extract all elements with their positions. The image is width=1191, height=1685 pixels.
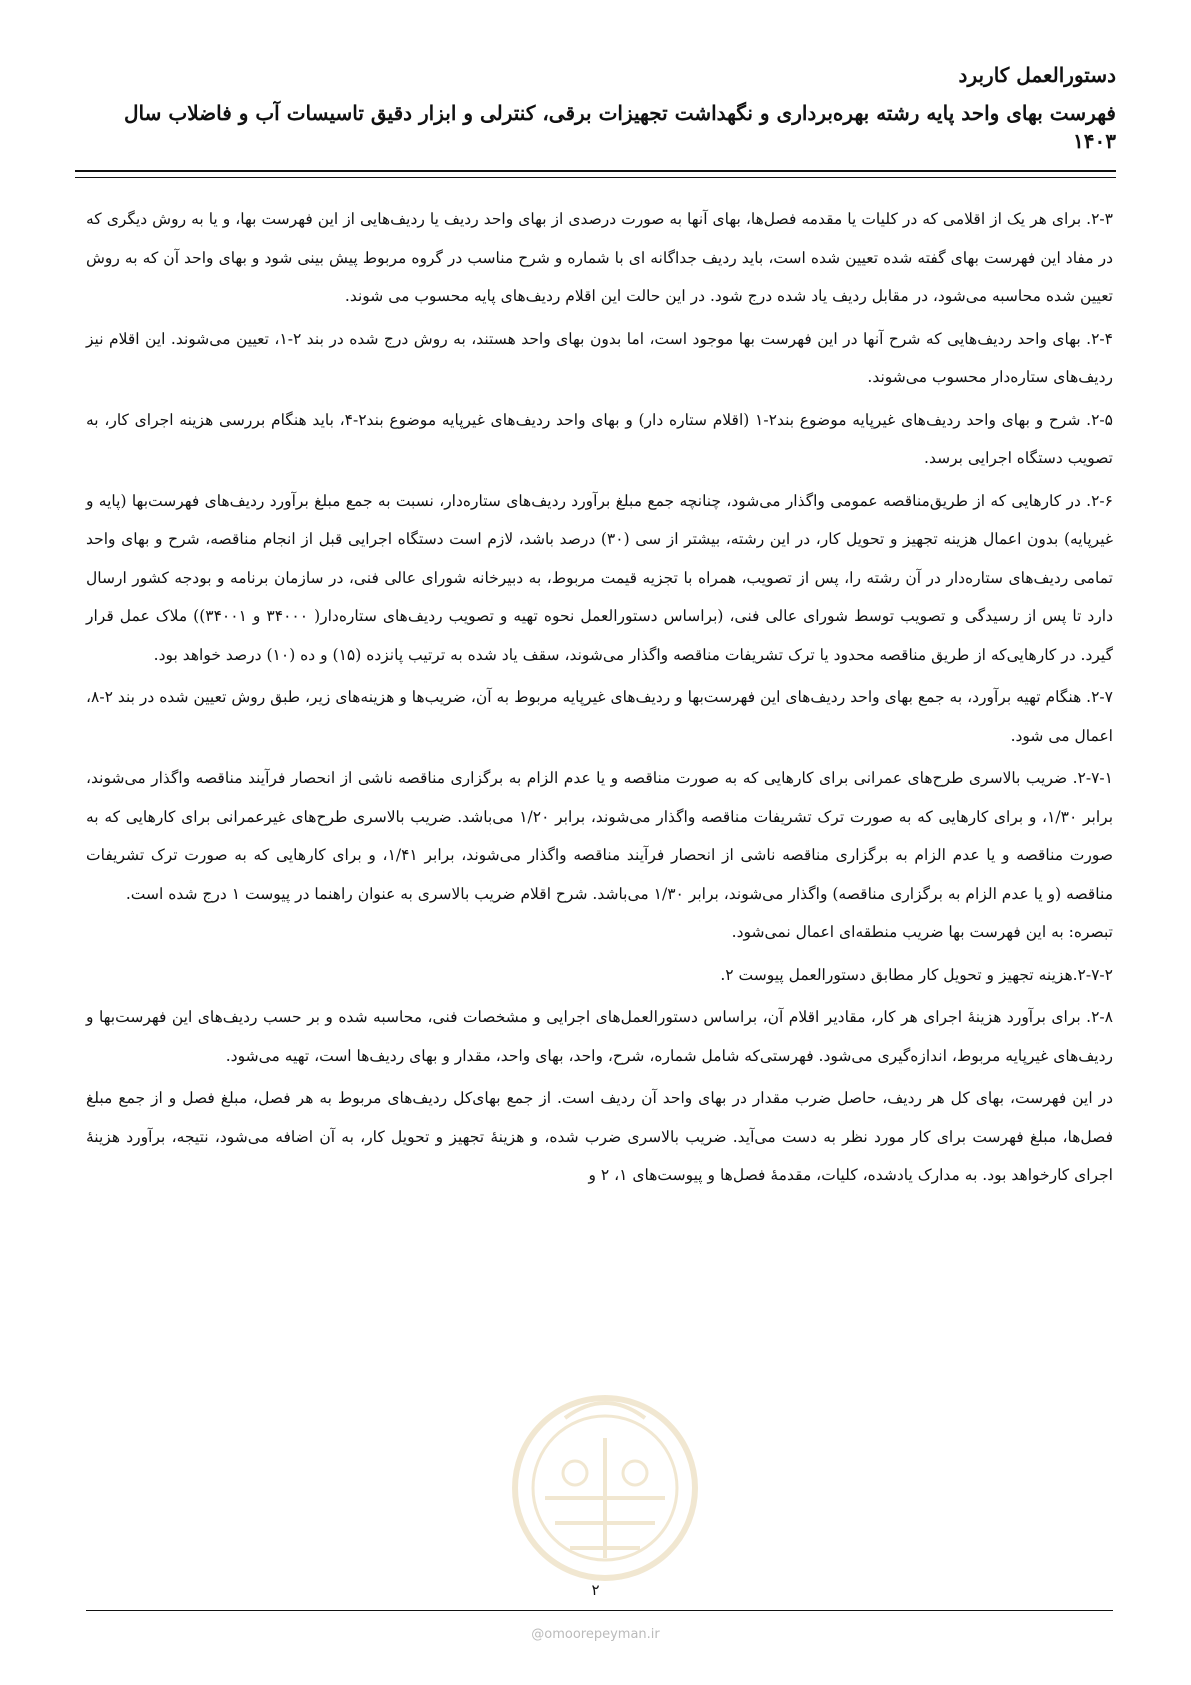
document-subtitle: فهرست بهای واحد پایه رشته بهره‌برداری و نگهداشت تجهیزات برقی، کنترلی و ابزار دقیق تاسیسات آب و فاضلاب سال <box>124 101 1116 125</box>
paragraph-2-6: ۲-۶. در کارهایی که از طریق‌مناقصه عمومی واگذار می‌شود، چنانچه جمع مبلغ برآورد ردیف‌های ستاره‌دار، نسبت به جمع مبلغ برآورد ردیف‌های فهرست‌بها (پایه و غیرپایه) بدون اعمال هزینه تجهیز و تحویل کار، در این رشته، بیشتر از سی (۳۰) درصد باشد، لازم است دستگاه اجرایی قبل از انجام مناقصه، شرح و بهای واحد تمامی ردیف‌های ستاره‌دار در آن رشته را، پس از تصویب، همراه با تجزیه قیمت مربوط، به دبیرخانه شورای عالی فنی، در سازمان برنامه و بودجه کشور ارسال دارد تا پس از رسیدگی و تصویب توسط شورای عالی فنی، (براساس دستورالعمل نحوه تهیه و تصویب ردیف‌های ستاره‌دار( ۳۴۰۰۰ و ۳۴۰۰۱)) ملاک عمل قرار گیرد. در کارهایی‌که از طریق مناقصه محدود یا ترک تشریفات مناقصه واگذار می‌شوند، سقف یاد شده به ترتیب پانزده (۱۵) و ده (۱۰) درصد خواهد بود. <box>86 491 1113 664</box>
paragraph-2-8: ۲-۸. برای برآورد هزینهٔ اجرای هر کار، مقادیر اقلام آن، براساس دستورالعمل‌های اجرایی و مشخصات فنی، محاسبه شده و بر حسب ردیف‌های این فهرست‌بها و ردیف‌های غیرپایه مربوط، اندازه‌گیری می‌شود. فهرستی‌که شامل شماره، شرح، واحد، بهای واحد، مقدار و بهای ردیف‌ها است، تهیه می‌شود. <box>86 1008 1113 1065</box>
paragraph-2-7-1: ۲-۷-۱. ضریب بالاسری طرح‌های عمرانی برای کارهایی که به صورت مناقصه و یا عدم الزام به برگزاری مناقصه ناشی از انحصار فرآیند مناقصه واگذار می‌شوند، برابر ۱/۳۰، و برای کارهایی که به صورت ترک تشریفات مناقصه واگذار می‌شوند، برابر ۱/۲۰ می‌باشد. ضریب بالاسری طرح‌های غیرعمرانی برای کارهایی که به صورت مناقصه و یا عدم الزام به برگزاری مناقصه ناشی از انحصار فرآیند مناقصه واگذار می‌شوند، برابر ۱/۴۱، و برای کارهایی که به صورت ترک تشریفات مناقصه (و یا عدم الزام به برگزاری مناقصه) واگذار می‌شوند، برابر ۱/۳۰ می‌باشد. شرح اقلام ضریب بالاسری به عنوان راهنما در پیوست ۱ درج شده است. <box>86 769 1114 903</box>
paragraph-2-7-2: ۲-۷-۲.هزینه تجهیز و تحویل کار مطابق دستورالعمل پیوست ۲. <box>720 965 1113 984</box>
page-number: ۲ <box>591 1581 600 1599</box>
paragraph-2-5: ۲-۵. شرح و بهای واحد ردیف‌های غیرپایه موضوع بند۲-۱ (اقلام ستاره دار) و بهای واحد ردیف‌های غیرپایه موضوع بند۲-۴، باید هنگام بررسی هزینه اجرای کار، به تصویب دستگاه اجرایی برسد. <box>86 410 1113 467</box>
watermark-url: @omoorepeyman.ir <box>531 1627 660 1642</box>
footer-divider <box>86 1610 1113 1611</box>
document-body <box>86 200 1113 1199</box>
page-header <box>75 60 1116 154</box>
document-title: دستورالعمل کاربرد <box>958 63 1116 87</box>
watermark-seal-icon <box>505 1378 705 1608</box>
paragraph-2-3: ۲-۳. برای هر یک از اقلامی که در کلیات یا مقدمه فصل‌ها، بهای آنها به صورت درصدی از بهای واحد ردیف یا ردیف‌هایی از این فهرست بها، و یا به روش دیگری که در مفاد این فهرست بهای گفته شده تعیین شده است، باید ردیف جداگانه ای با شماره و شرح مناسب در گروه مربوط پیش بینی شود و بهای واحد آن که به روش تعیین شده محاسبه می‌شود، در مقابل ردیف یاد شده درج شود. در این حالت این اقلام ردیف‌های پایه محسوب می شوند. <box>86 210 1113 305</box>
paragraph-cost-calculation: در این فهرست، بهای کل هر ردیف، حاصل ضرب مقدار در بهای واحد آن ردیف است. از جمع بهای‌کل ردیف‌های مربوط به هر فصل، مبلغ فصل و از جمع مبلغ فصل‌ها، مبلغ فهرست برای کار مورد نظر به دست می‌آید. ضریب بالاسری ضرب شده، و هزینهٔ تجهیز و تحویل کار، به آن اضافه می‌شود، نتیجه، برآورد هزینهٔ اجرای کارخواهد بود. به مدارک یادشده، کلیات، مقدمهٔ فصل‌ها و پیوست‌های ۱، ۲ و <box>86 1089 1113 1184</box>
header-divider <box>75 170 1116 178</box>
paragraph-2-4: ۲-۴. بهای واحد ردیف‌هایی که شرح آنها در این فهرست بها موجود است، اما بدون بهای واحد هستند، به روش درج شده در بند ۲-۱، تعیین می‌شوند. این اقلام نیز ردیف‌های ستاره‌دار محسوب می‌شوند. <box>86 329 1113 386</box>
paragraph-2-7: ۲-۷. هنگام تهیه برآورد، به جمع بهای واحد ردیف‌های این فهرست‌بها و ردیف‌های غیرپایه مربوط به آن، ضریب‌ها و هزینه‌های زیر، طبق روش تعیین شده در بند ۲-۸، اعمال می شود. <box>86 688 1113 745</box>
document-year: ۱۴۰۳ <box>1073 129 1116 153</box>
note-paragraph: تبصره: به این فهرست بها ضریب منطقه‌ای اعمال نمی‌شود. <box>731 923 1113 941</box>
